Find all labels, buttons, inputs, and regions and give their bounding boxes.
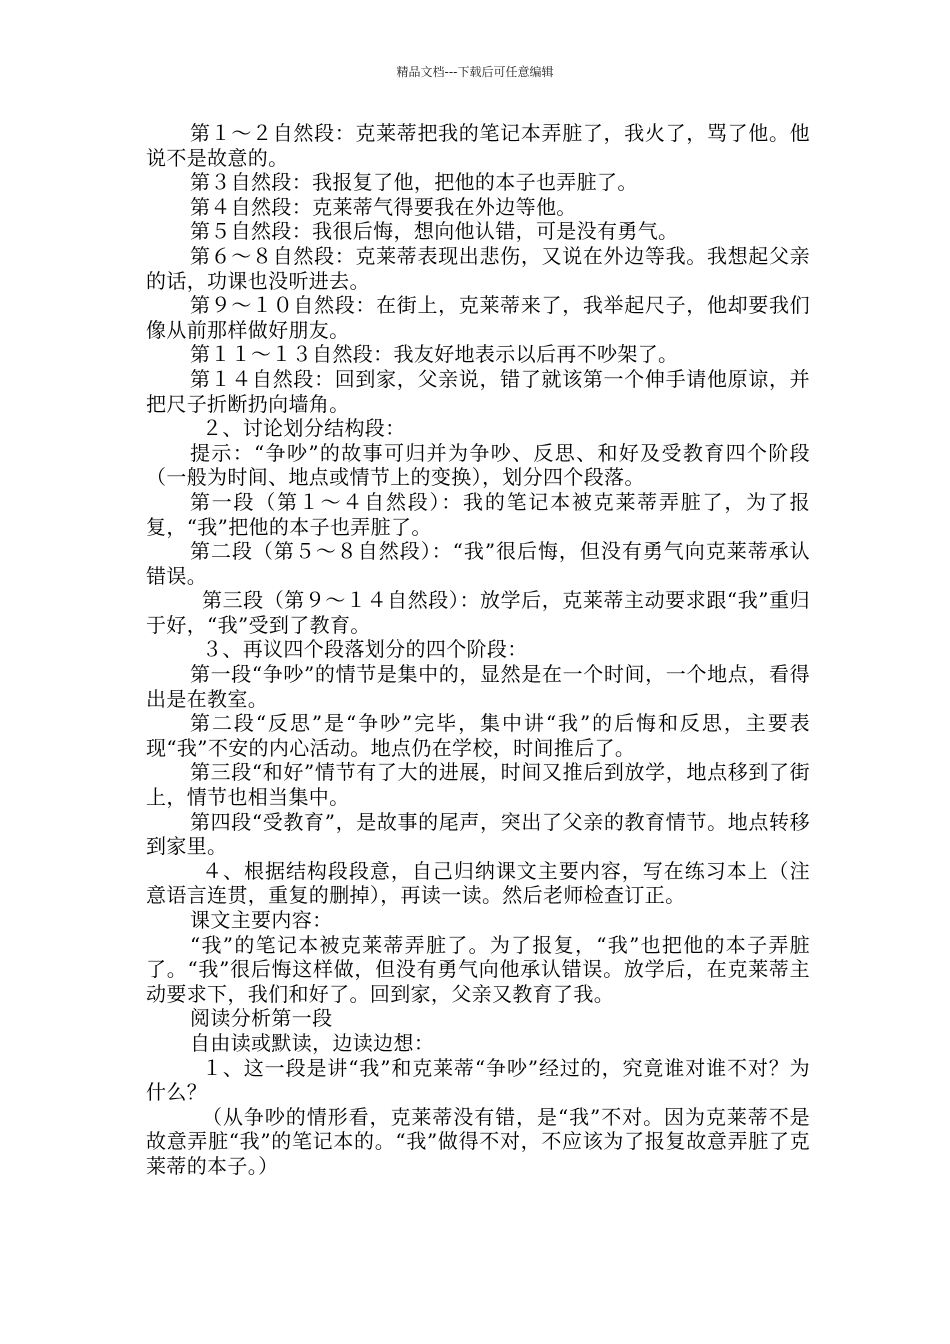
paragraph-2: 第３自然段：我报复了他，把他的本子也弄脏了。 <box>190 170 638 195</box>
section-heading-2: ２、讨论划分结构段： <box>202 416 406 441</box>
paragraph-6: 第９～１０自然段：在街上，克莱蒂来了，我举起尺子，他却要我们像从前那样做好朋友。 <box>146 293 810 342</box>
paragraph-hint: 提示：“争吵”的故事可归并为争吵、反思、和好及受教育四个阶段（一般为时间、地点或情节上的变换），划分四个段落。 <box>146 440 810 490</box>
paragraph-4: 第５自然段：我很后悔，想向他认错，可是没有勇气。 <box>190 219 679 244</box>
paragraph-5: 第６～８自然段：克莱蒂表现出悲伤，又说在外边等我。我想起父亲的话，功课也没听进去。 <box>146 243 810 293</box>
reading-instruction: 自由读或默读，边读边想： <box>190 1030 435 1055</box>
section-heading-4: ４、根据结构段段意，自己归纳课文主要内容，写在练习本上（注意语言连贯，重复的删掉），再读一读。然后老师检查订正。 <box>146 858 810 908</box>
paragraph-1: 第１～２自然段：克莱蒂把我的笔记本弄脏了，我火了，骂了他。他说不是故意的。 <box>146 121 810 170</box>
paragraph-section-1: 第一段（第１～４自然段）：我的笔记本被克莱蒂弄脏了，为了报复，“我”把他的本子也弄脏了。 <box>146 489 810 539</box>
paragraph-section-3: 第三段（第９～１４自然段）：放学后，克莱蒂主动要求跟“我”重归于好，“我”受到了教育。 <box>146 588 810 637</box>
paragraph-8: 第１４自然段：回到家，父亲说，错了就该第一个伸手请他原谅，并把尺子折断扔向墙角。 <box>146 366 810 416</box>
paragraph-7: 第１１～１３自然段：我友好地表示以后再不吵架了。 <box>190 342 679 367</box>
paragraph-section-2: 第二段（第５～８自然段）：“我”很后悔，但没有勇气向克莱蒂承认错误。 <box>146 539 810 588</box>
main-content-label: 课文主要内容： <box>190 908 333 932</box>
document-body <box>146 121 810 1179</box>
answer-1: （从争吵的情形看，克莱蒂没有错，是“我”不对。因为克莱蒂不是故意弄脏“我”的笔记本的。“我”做得不对，不应该为了报复故意弄脏了克莱蒂的本子。） <box>146 1104 810 1178</box>
paragraph-stage-1: 第一段“争吵”的情节是集中的，显然是在一个时间，一个地点，看得出是在教室。 <box>146 662 810 711</box>
main-content-text: “我”的笔记本被克莱蒂弄脏了。为了报复，“我”也把他的本子弄脏了。“我”很后悔这样做，但没有勇气向他承认错误。放学后，在克莱蒂主动要求下，我们和好了。回到家，父亲又教育了我。 <box>146 932 810 1006</box>
question-1: １、这一段是讲“我”和克莱蒂“争吵”经过的，究竟谁对谁不对？为什么？ <box>146 1055 810 1105</box>
paragraph-stage-2: 第二段“反思”是“争吵”完毕，集中讲“我”的后悔和反思，主要表现“我”不安的内心活动。地点仍在学校，时间推后了。 <box>146 711 810 760</box>
paragraph-stage-4: 第四段“受教育”，是故事的尾声，突出了父亲的教育情节。地点转移到家里。 <box>146 809 810 859</box>
section-heading-3: ３、再议四个段落划分的四个阶段： <box>202 637 528 662</box>
paragraph-stage-3: 第三段“和好”情节有了大的进展，时间又推后到放学，地点移到了街上，情节也相当集中。 <box>146 760 810 810</box>
page-header: 精品文档---下载后可任意编辑 <box>396 65 554 79</box>
paragraph-3: 第４自然段：克莱蒂气得要我在外边等他。 <box>190 194 577 219</box>
reading-analysis-heading: 阅读分析第一段 <box>190 1006 333 1031</box>
